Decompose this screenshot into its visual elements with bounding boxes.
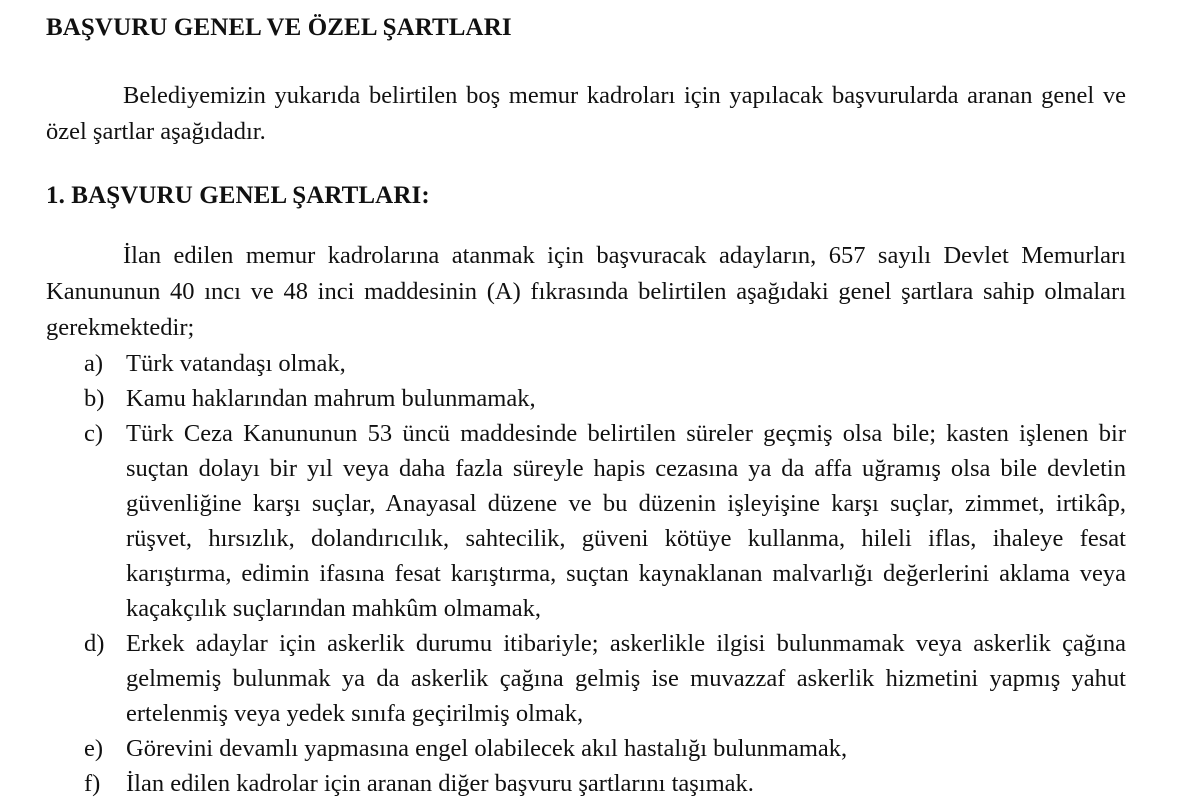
list-item-text: Türk Ceza Kanununun 53 üncü maddesinde belirtilen süreler geçmiş olsa bile; kasten işlenen bir suçtan dolayı bir yıl veya daha fazla süreyle hapis cezasına ya da affa uğramış olsa bile devletin güvenliğine karşı suçlar, Anayasal düzene ve bu düzenin işleyişine karşı suçlar, zimmet, irtikâp, rüşvet, hırsızlık, dolandırıcılık, sahtecilik, güveni kötüye kullanma, hileli iflas, ihaleye fesat karıştırma, edimin ifasına fesat karıştırma, suçtan kaynaklanan malvarlığı değerlerini aklama veya kaçakçılık suçlarından mahkûm olmamak, (126, 420, 1126, 622)
list-item-text: İlan edilen kadrolar için aranan diğer başvuru şartlarını taşımak. (126, 770, 754, 797)
list-item-text: Erkek adaylar için askerlik durumu itibariyle; askerlikle ilgisi bulunmamak veya askerlik çağına gelmemiş bulunmak ya da askerlik çağına gelmiş ise muvazzaf askerlik hizmetini yapmış yahut ertelenmiş veya yedek sınıfa geçirilmiş olmak, (126, 630, 1126, 727)
list-item (46, 626, 1126, 731)
list-item-marker: c) (84, 420, 104, 447)
list-item-marker: f) (84, 770, 101, 797)
list-item-text: Kamu haklarından mahrum bulunmamak, (126, 385, 536, 412)
list-item-marker: d) (84, 630, 105, 657)
list-item (46, 731, 1126, 766)
list-item-marker: a) (84, 350, 104, 377)
document-title: BAŞVURU GENEL VE ÖZEL ŞARTLARI (46, 14, 512, 41)
section-paragraph: İlan edilen memur kadrolarına atanmak için başvuracak adayların, 657 sayılı Devlet Memurları Kanununun 40 ıncı ve 48 inci maddesinin (A) fıkrasında belirtilen aşağıdaki genel şartlara sahip olmaları gerekmektedir; (46, 242, 1126, 341)
list-item-marker: b) (84, 385, 105, 412)
list-item (46, 346, 1126, 381)
list-item (46, 381, 1126, 416)
intro-paragraph: Belediyemizin yukarıda belirtilen boş memur kadroları için yapılacak başvurularda aranan genel ve özel şartlar aşağıdadır. (46, 82, 1126, 145)
list-item-text: Görevini devamlı yapmasına engel olabilecek akıl hastalığı bulunmamak, (126, 735, 848, 762)
conditions-list (46, 346, 1126, 801)
list-item (46, 766, 1126, 801)
list-item (46, 416, 1126, 626)
list-item-text: Türk vatandaşı olmak, (126, 350, 346, 377)
list-item-marker: e) (84, 735, 104, 762)
section-heading: 1. BAŞVURU GENEL ŞARTLARI: (46, 182, 430, 209)
